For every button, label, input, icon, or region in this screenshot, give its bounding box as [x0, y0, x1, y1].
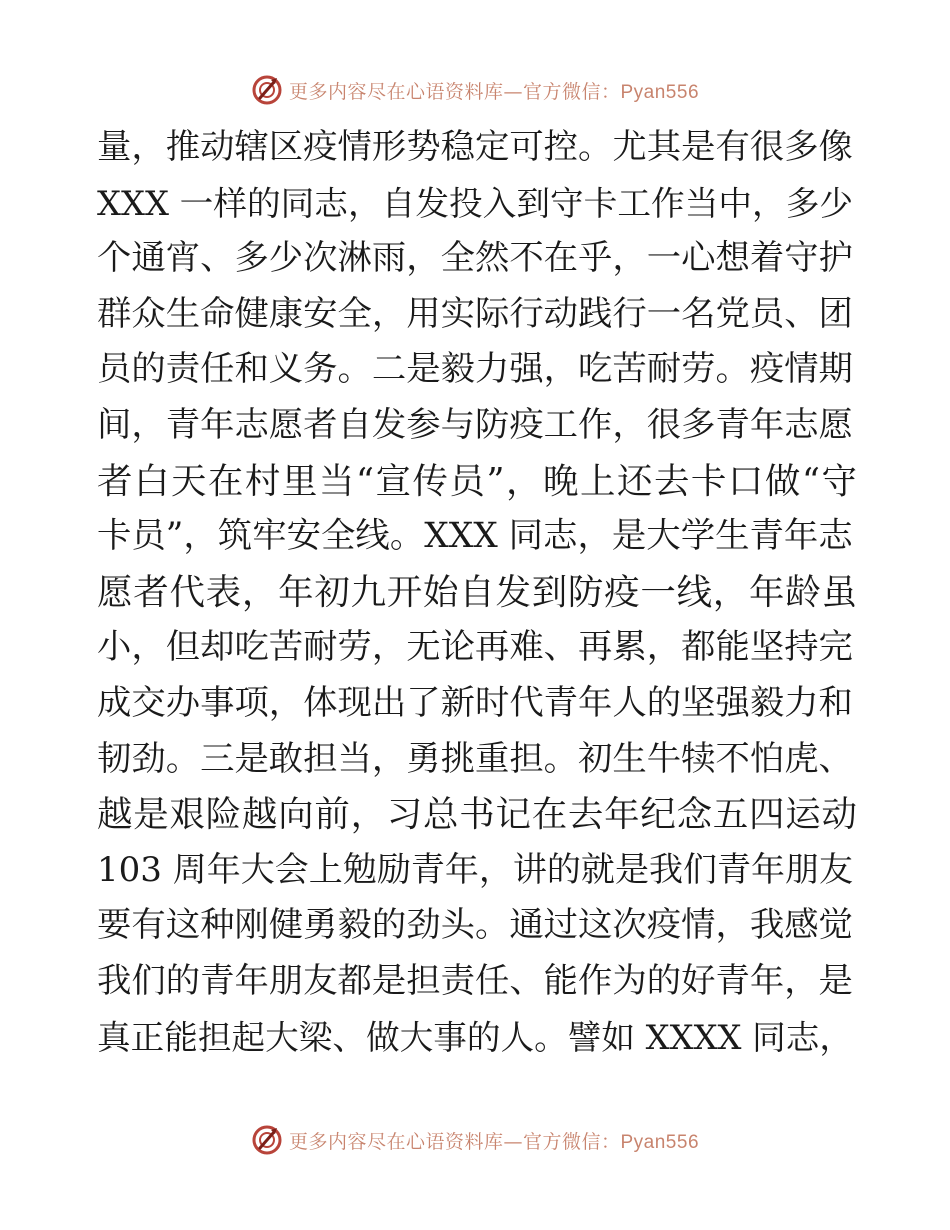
text-line: 员的责任和义务。二是毅力强，吃苦耐劳。疫情期 — [97, 349, 853, 390]
text-line: 卡员”，筑牢安全线。XXX 同志，是大学生青年志 — [97, 516, 853, 557]
text-line: 103 周年大会上勉励青年，讲的就是我们青年朋友 — [97, 849, 854, 890]
text-line: 成交办事项，体现出了新时代青年人的坚强毅力和 — [97, 682, 853, 723]
text-line: 韧劲。三是敢担当，勇挑重担。初生牛犊不怕虎、 — [97, 738, 853, 779]
header-watermark — [0, 70, 950, 110]
watermark-text: 更多内容尽在心语资料库—官方微信：Pyan556 — [288, 80, 700, 103]
text-line: 量，推动辖区疫情形势稳定可控。尤其是有很多像 — [97, 127, 853, 167]
text-line: 真正能担起大梁、做大事的人。譬如 XXXX 同志， — [97, 1017, 854, 1057]
text-line: 小，但却吃苦耐劳，无论再难、再累，都能坚持完 — [97, 627, 853, 668]
text-line: XXX 一样的同志，自发投入到守卡工作当中，多少 — [97, 183, 854, 223]
footer-watermark — [0, 1120, 950, 1160]
watermark-text: 更多内容尽在心语资料库—官方微信：Pyan556 — [288, 1130, 700, 1153]
text-line: 间，青年志愿者自发参与防疫工作，很多青年志愿 — [97, 404, 853, 445]
text-line: 愿者代表，年初九开始自发到防疫一线，年龄虽 — [97, 571, 857, 613]
text-line: 我们的青年朋友都是担责任、能作为的好青年，是 — [97, 960, 853, 1001]
body-text — [97, 120, 857, 1065]
text-line: 个通宵、多少次淋雨，全然不在乎，一心想着守护 — [97, 238, 853, 279]
text-line: 群众生命健康安全，用实际行动践行一名党员、团 — [97, 293, 853, 334]
text-line: 者白天在村里当“宣传员”，晚上还去卡口做“守 — [97, 460, 857, 502]
seal-logo-icon — [251, 1124, 283, 1156]
text-line: 要有这种刚健勇毅的劲头。通过这次疫情，我感觉 — [97, 905, 853, 946]
seal-logo-icon — [251, 74, 283, 106]
text-line: 越是艰险越向前，习总书记在去年纪念五四运动 — [97, 794, 857, 836]
